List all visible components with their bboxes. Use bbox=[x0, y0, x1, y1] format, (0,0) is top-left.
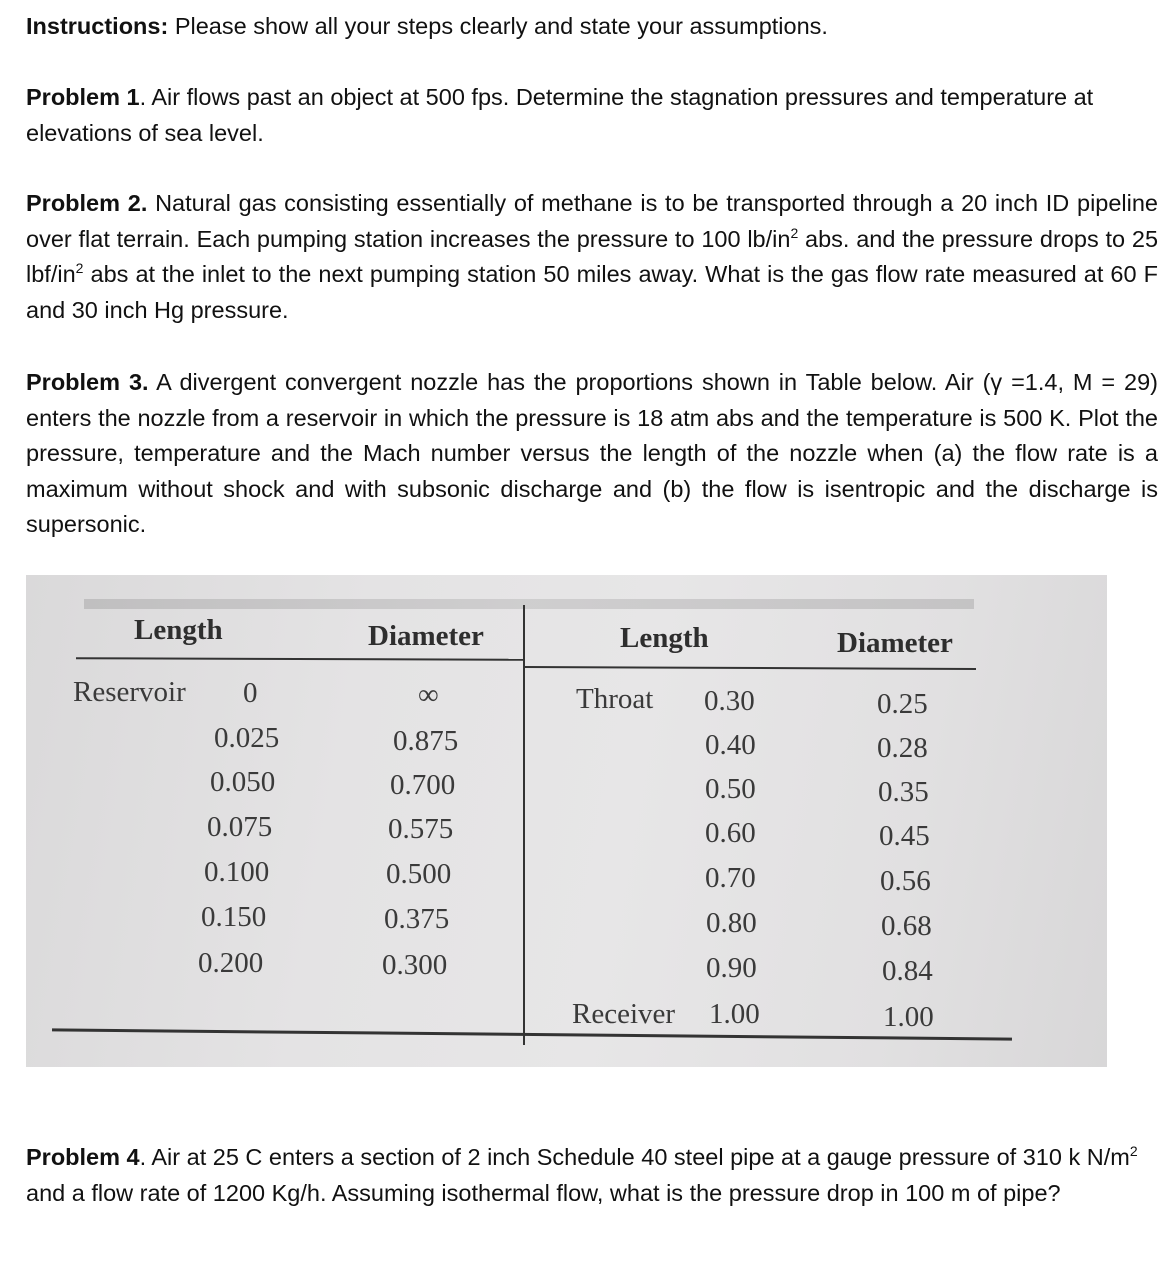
left-diameter-cell: 0.300 bbox=[382, 949, 448, 981]
right-diameter-cell: 0.28 bbox=[877, 732, 928, 764]
problem-2-paragraph bbox=[26, 186, 1158, 328]
right-diameter-cell: 0.84 bbox=[882, 955, 933, 987]
right-length-cell: 0.60 bbox=[705, 817, 756, 849]
problem-4-text-b: and a flow rate of 1200 Kg/h. Assuming isothermal flow, what is the pressure drop in 100 m of pipe? bbox=[26, 1179, 1061, 1206]
problem-3-paragraph bbox=[26, 365, 1158, 543]
header-rule-right bbox=[524, 666, 976, 670]
problem-2-text-c: abs at the inlet to the next pumping station 50 miles away. What is the gas flow rate measured at 60 F and 30 inch Hg pressure. bbox=[26, 261, 1158, 323]
right-length-cell: 0.30 bbox=[704, 685, 755, 717]
left-length-cell: 0.050 bbox=[210, 766, 276, 798]
right-length-cell: 0.50 bbox=[705, 773, 756, 805]
right-diameter-cell: 0.56 bbox=[880, 865, 931, 897]
left-length-cell: 0.150 bbox=[201, 901, 267, 933]
problem-4-superscript: 2 bbox=[1129, 1143, 1138, 1159]
reservoir-label: Reservoir bbox=[73, 676, 186, 708]
problem-1-paragraph bbox=[26, 80, 1158, 151]
header-length-right: Length bbox=[620, 622, 709, 654]
right-length-cell: 0.70 bbox=[705, 862, 756, 894]
left-length-cell: 0.075 bbox=[207, 811, 273, 843]
problem-2-superscript-b: 2 bbox=[75, 260, 84, 276]
column-divider bbox=[523, 605, 525, 1045]
problem-4-label: Problem 4 bbox=[26, 1144, 140, 1170]
left-diameter-cell: 0.375 bbox=[384, 903, 450, 935]
left-diameter-cell: 0.875 bbox=[393, 725, 459, 757]
right-length-cell: 0.40 bbox=[705, 729, 756, 761]
problem-2-label: Problem 2. bbox=[26, 190, 148, 216]
problem-1-label: Problem 1 bbox=[26, 84, 140, 110]
problem-2-text-b: abs. and the pressure drops to 25 lbf/in bbox=[26, 225, 1159, 287]
photo-top-band bbox=[84, 599, 974, 609]
right-length-cell: 0.90 bbox=[706, 952, 757, 984]
left-length-cell: 0.100 bbox=[204, 856, 270, 888]
left-length-cell: 0.200 bbox=[198, 947, 264, 979]
receiver-label: Receiver bbox=[572, 998, 676, 1030]
nozzle-table-photo bbox=[26, 575, 1107, 1067]
problem-3-text: A divergent convergent nozzle has the proportions shown in Table below. Air (γ =1.4, M = 29) enters the nozzle from a reservoir in which the pressure is 18 atm abs and the temperature is 500 K. Plot the pressure, temperature and the Mach number versus the length of the nozzle when (a) the flow rate is a maximum without shock and with subsonic discharge and (b) the flow is isentropic and the discharge is supersonic. bbox=[26, 369, 1158, 537]
left-diameter-cell: ∞ bbox=[418, 679, 439, 711]
instructions-text: Please show all your steps clearly and state your assumptions. bbox=[174, 13, 828, 39]
right-diameter-cell: 0.45 bbox=[879, 820, 930, 852]
right-diameter-cell: 0.35 bbox=[878, 776, 929, 808]
header-length-left: Length bbox=[134, 614, 223, 646]
right-diameter-cell: 1.00 bbox=[883, 1001, 934, 1033]
left-diameter-cell: 0.500 bbox=[386, 858, 452, 890]
instructions-paragraph bbox=[26, 9, 1158, 45]
problem-4-paragraph bbox=[26, 1140, 1158, 1211]
left-length-cell: 0.025 bbox=[214, 722, 280, 754]
right-length-cell: 0.80 bbox=[706, 907, 757, 939]
bottom-rule bbox=[52, 1028, 1012, 1040]
right-diameter-cell: 0.68 bbox=[881, 910, 932, 942]
header-diameter-left: Diameter bbox=[368, 620, 484, 652]
left-diameter-cell: 0.575 bbox=[388, 813, 454, 845]
header-rule-left bbox=[76, 657, 524, 661]
throat-label: Throat bbox=[576, 683, 654, 715]
header-diameter-right: Diameter bbox=[837, 627, 953, 659]
problem-4-text-a: . Air at 25 C enters a section of 2 inch Schedule 40 steel pipe at a gauge pressure of 310 k N/m bbox=[139, 1144, 1130, 1170]
problem-2-superscript-a: 2 bbox=[790, 224, 799, 241]
problem-1-text: . Air flows past an object at 500 fps. Determine the stagnation pressures and temperature at elevations of sea level. bbox=[26, 84, 1094, 146]
instructions-label: Instructions: bbox=[26, 13, 169, 39]
right-diameter-cell: 0.25 bbox=[877, 688, 928, 720]
right-length-cell: 1.00 bbox=[709, 998, 760, 1030]
left-length-cell: 0 bbox=[243, 677, 258, 709]
problem-2-text-a: Natural gas consisting essentially of methane is to be transported through a 20 inch ID pipeline over flat terrain. Each pumping station increases the pressure to 100 lb/in bbox=[26, 190, 1159, 252]
left-diameter-cell: 0.700 bbox=[390, 769, 456, 801]
problem-3-label: Problem 3. bbox=[26, 369, 149, 395]
